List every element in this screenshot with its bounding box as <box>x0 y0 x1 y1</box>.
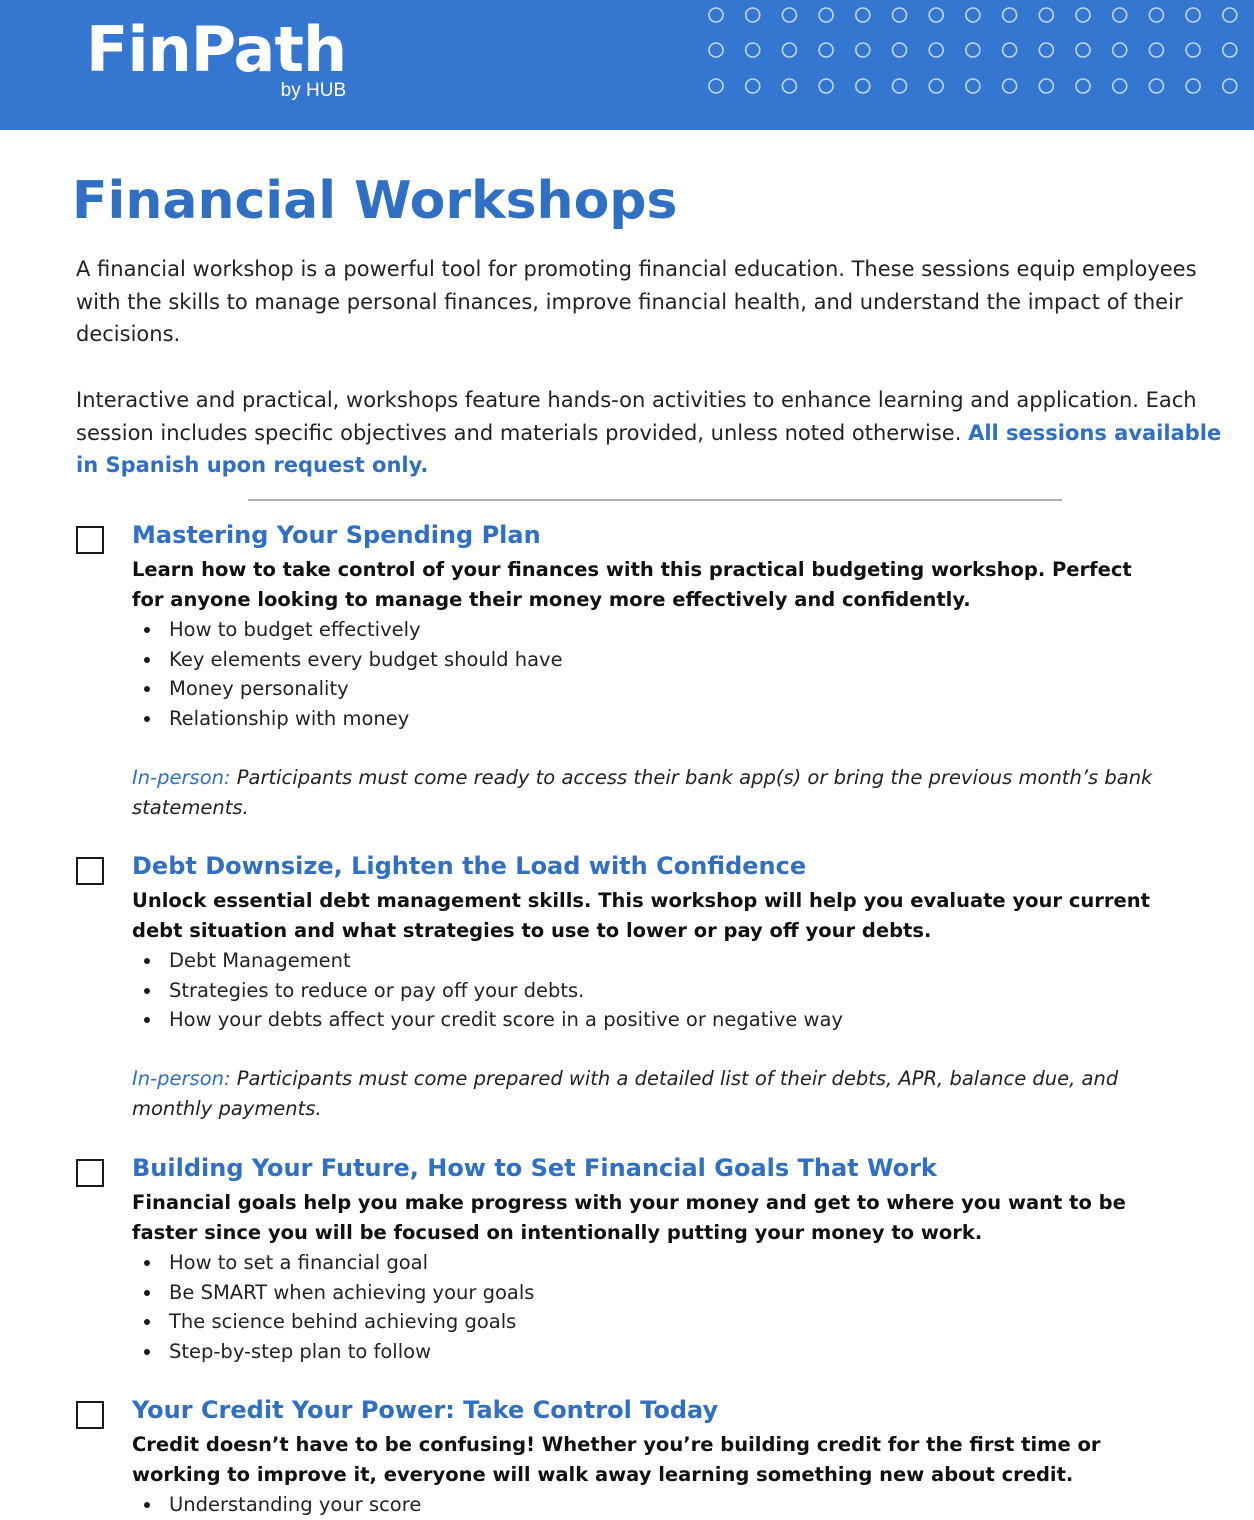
decorative-dot <box>893 79 907 93</box>
decorative-dot <box>1039 79 1053 93</box>
workshop-topics <box>132 1490 421 1520</box>
decorative-dot <box>1076 79 1090 93</box>
decorative-dot <box>1223 8 1237 22</box>
topic-item: Money personality <box>132 674 563 704</box>
decorative-dot <box>709 8 723 22</box>
decorative-dot <box>1003 8 1017 22</box>
decorative-dot <box>966 43 980 57</box>
topic-item: How to set a financial goal <box>132 1248 534 1278</box>
decorative-dot <box>1003 79 1017 93</box>
decorative-dot <box>819 79 833 93</box>
decorative-dot <box>782 79 796 93</box>
decorative-dot <box>1113 43 1127 57</box>
topic-item: Debt Management <box>132 946 843 976</box>
decorative-dot <box>1223 43 1237 57</box>
note-label: In-person: <box>132 1067 231 1090</box>
decorative-dot <box>1149 8 1163 22</box>
decorative-dot <box>1113 79 1127 93</box>
decorative-dot <box>1039 43 1053 57</box>
topic-item: How to budget effectively <box>132 615 563 645</box>
decorative-dot <box>1223 79 1237 93</box>
workshop-checkbox-credit-power[interactable] <box>76 1401 104 1429</box>
header-banner <box>0 0 1254 130</box>
topic-item: Key elements every budget should have <box>132 645 563 675</box>
decorative-dot <box>746 8 760 22</box>
decorative-dot <box>1076 43 1090 57</box>
section-divider <box>248 499 1062 501</box>
workshop-checkbox-spending-plan[interactable] <box>76 526 104 554</box>
workshop-title: Your Credit Your Power: Take Control Today <box>132 1396 719 1424</box>
decorative-dot <box>893 43 907 57</box>
intro-text: Interactive and practical, workshops feature hands-on activities to enhance learning and application. Each session includes specific objectives and materials provided, unless noted otherwise. <box>76 388 1197 445</box>
decorative-dot <box>1003 43 1017 57</box>
topic-item: Relationship with money <box>132 704 563 734</box>
note-label: In-person: <box>132 766 231 789</box>
decorative-dot <box>1039 8 1053 22</box>
topic-item: Strategies to reduce or pay off your debts. <box>132 976 843 1006</box>
workshop-title: Mastering Your Spending Plan <box>132 521 541 549</box>
decorative-dot <box>709 43 723 57</box>
logo-wordmark: FinPath <box>86 13 347 86</box>
decorative-dot <box>1186 8 1200 22</box>
decorative-dot <box>966 8 980 22</box>
decorative-dot <box>746 79 760 93</box>
intro-paragraph: A financial workshop is a powerful tool for promoting financial education. These sessions equip employees with the skills to manage personal finances, improve financial health, and understand the impact of their decisions. <box>76 257 1197 346</box>
decorative-dot <box>1113 8 1127 22</box>
decorative-dot <box>856 43 870 57</box>
decorative-dot <box>929 8 943 22</box>
topic-item: Understanding your score <box>132 1490 421 1520</box>
decorative-dot <box>819 43 833 57</box>
workshop-description: Credit doesn’t have to be confusing! Whether you’re building credit for the first time or working to improve it, everyone will walk away learning something new about credit. <box>132 1433 1101 1486</box>
workshop-topics <box>132 615 563 734</box>
topic-item: Be SMART when achieving your goals <box>132 1278 534 1308</box>
workshop-description: Learn how to take control of your finances with this practical budgeting workshop. Perfect for anyone looking to manage their money more effectively and confidently. <box>132 558 1132 611</box>
workshop-topics <box>132 946 843 1035</box>
in-person-note <box>132 1064 1172 1123</box>
decorative-dot <box>1186 43 1200 57</box>
decorative-dot <box>782 43 796 57</box>
decorative-dot <box>856 8 870 22</box>
decorative-dot <box>929 79 943 93</box>
workshop-topics <box>132 1248 534 1367</box>
logo-tagline: by HUB <box>280 80 347 101</box>
decorative-dot <box>782 8 796 22</box>
decorative-dot <box>1186 79 1200 93</box>
intro-paragraph-2 <box>76 384 1226 482</box>
spanish-availability-note: All sessions available in Spanish upon request only. <box>76 420 1222 477</box>
decorative-dot-pattern <box>0 0 1254 130</box>
workshop-title: Debt Downsize, Lighten the Load with Confidence <box>132 852 807 880</box>
workshop-checkbox-financial-goals[interactable] <box>76 1159 104 1187</box>
workshop-description: Unlock essential debt management skills. This workshop will help you evaluate your current debt situation and what strategies to use to lower or pay off your debts. <box>132 889 1150 942</box>
workshop-title: Building Your Future, How to Set Financial Goals That Work <box>132 1154 937 1182</box>
workshop-description: Financial goals help you make progress with your money and get to where you want to be faster since you will be focused on intentionally putting your money to work. <box>132 1191 1126 1244</box>
topic-item: How your debts affect your credit score in a positive or negative way <box>132 1005 843 1035</box>
decorative-dot <box>893 8 907 22</box>
decorative-dot <box>929 43 943 57</box>
page-title: Financial Workshops <box>72 171 678 231</box>
note-text: Participants must come prepared with a detailed list of their debts, APR, balance due, and monthly payments. <box>132 1067 1119 1120</box>
decorative-dot <box>1076 8 1090 22</box>
topic-item: Step-by-step plan to follow <box>132 1337 534 1367</box>
decorative-dot <box>746 43 760 57</box>
note-text: Participants must come ready to access their bank app(s) or bring the previous month’s bank statements. <box>132 766 1153 819</box>
workshop-checkbox-debt-downsize[interactable] <box>76 857 104 885</box>
topic-item: The science behind achieving goals <box>132 1307 534 1337</box>
decorative-dot <box>1149 79 1163 93</box>
decorative-dot <box>1149 43 1163 57</box>
in-person-note <box>132 763 1172 822</box>
decorative-dot <box>819 8 833 22</box>
decorative-dot <box>709 79 723 93</box>
decorative-dot <box>856 79 870 93</box>
decorative-dot <box>966 79 980 93</box>
